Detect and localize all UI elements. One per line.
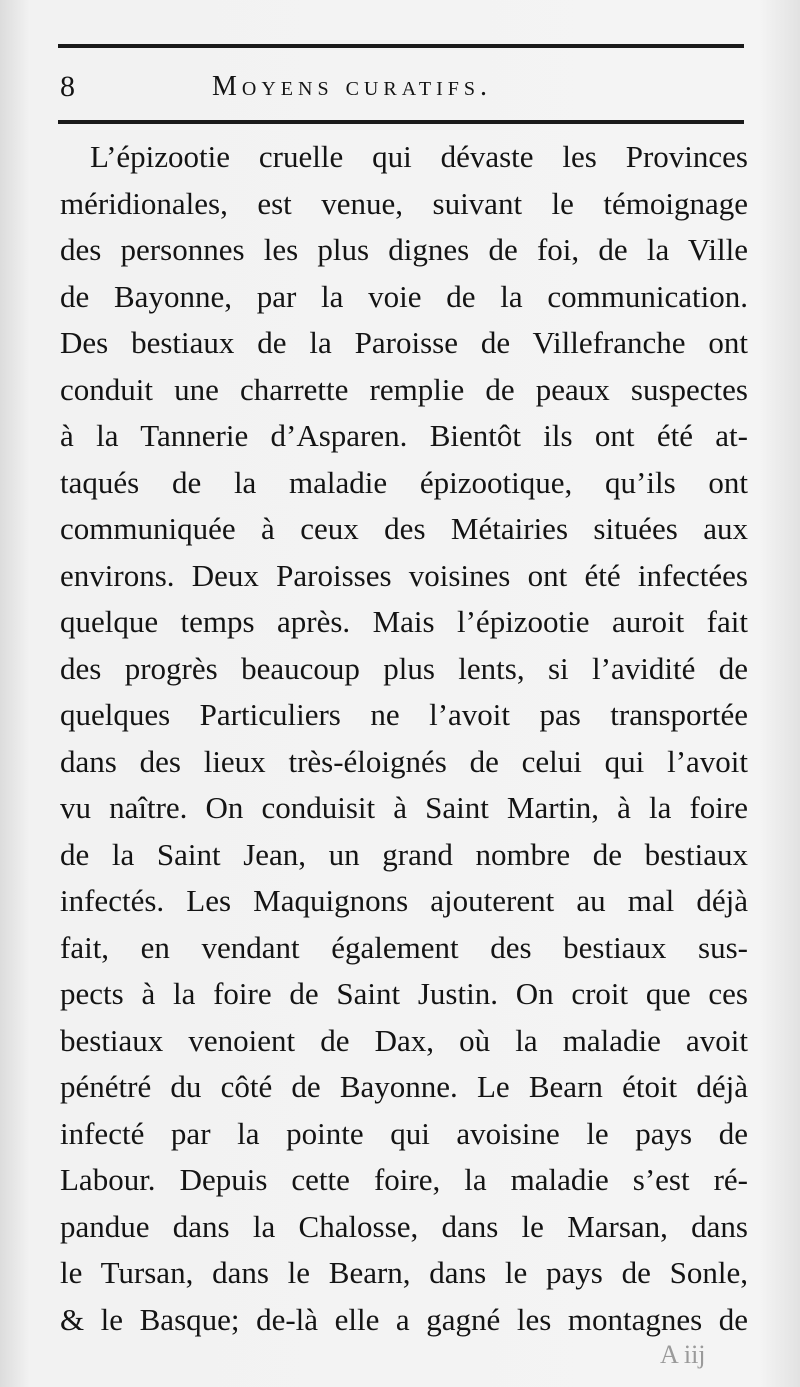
text-line: à la Tannerie d’Asparen. Bientôt ils ont été at- <box>60 418 748 453</box>
signature-mark: A iij <box>660 1340 706 1369</box>
running-head: Moyens curatifs. <box>212 71 493 102</box>
text-line: vu naître. On conduisit à Saint Martin, à la foire <box>60 790 748 825</box>
text-line: environs. Deux Paroisses voisines ont été infectées <box>60 557 748 593</box>
text-line: & le Basque; de-là elle a gagné les montagnes de <box>60 1301 748 1337</box>
header-rule-top <box>58 44 744 48</box>
text-line: taqués de la maladie épizootique, qu’ils ont <box>60 464 748 500</box>
text-line: Des bestiaux de la Paroisse de Villefranche ont <box>60 325 748 360</box>
text-line: pects à la foire de Saint Justin. On croit que ces <box>60 976 748 1011</box>
body-text <box>60 134 748 1343</box>
text-line: des progrès beaucoup plus lents, si l’avidité de <box>60 650 748 686</box>
text-line: pénétré du côté de Bayonne. Le Bearn étoit déjà <box>60 1069 748 1104</box>
text-line: méridionales, est venue, suivant le témoignage <box>60 185 748 221</box>
text-line: Labour. Depuis cette foire, la maladie s’est ré- <box>60 1162 748 1197</box>
page-number: 8 <box>60 70 75 103</box>
header-rule-bottom <box>58 120 744 124</box>
text-line: communiquée à ceux des Métairies situées aux <box>60 511 748 546</box>
text-line: quelques Particuliers ne l’avoit pas transportée <box>60 697 748 732</box>
text-line: L’épizootie cruelle qui dévaste les Provinces <box>90 139 748 174</box>
text-line: bestiaux venoient de Dax, où la maladie avoit <box>60 1022 748 1058</box>
text-line: quelque temps après. Mais l’épizootie auroit fait <box>60 604 748 639</box>
text-line: le Tursan, dans le Bearn, dans le pays de Sonle, <box>60 1255 748 1290</box>
text-line: de Bayonne, par la voie de la communication. <box>60 278 748 314</box>
text-line: fait, en vendant également des bestiaux sus- <box>60 929 748 965</box>
text-line: pandue dans la Chalosse, dans le Marsan, dans <box>60 1208 748 1244</box>
text-line: dans des lieux très-éloignés de celui qui l’avoit <box>60 743 748 779</box>
text-line: de la Saint Jean, un grand nombre de bestiaux <box>60 836 748 872</box>
text-line: des personnes les plus dignes de foi, de la Ville <box>60 232 748 267</box>
text-line: conduit une charrette remplie de peaux suspectes <box>60 371 748 407</box>
text-line: infectés. Les Maquignons ajouterent au mal déjà <box>60 883 748 918</box>
text-line: infecté par la pointe qui avoisine le pays de <box>60 1115 748 1151</box>
